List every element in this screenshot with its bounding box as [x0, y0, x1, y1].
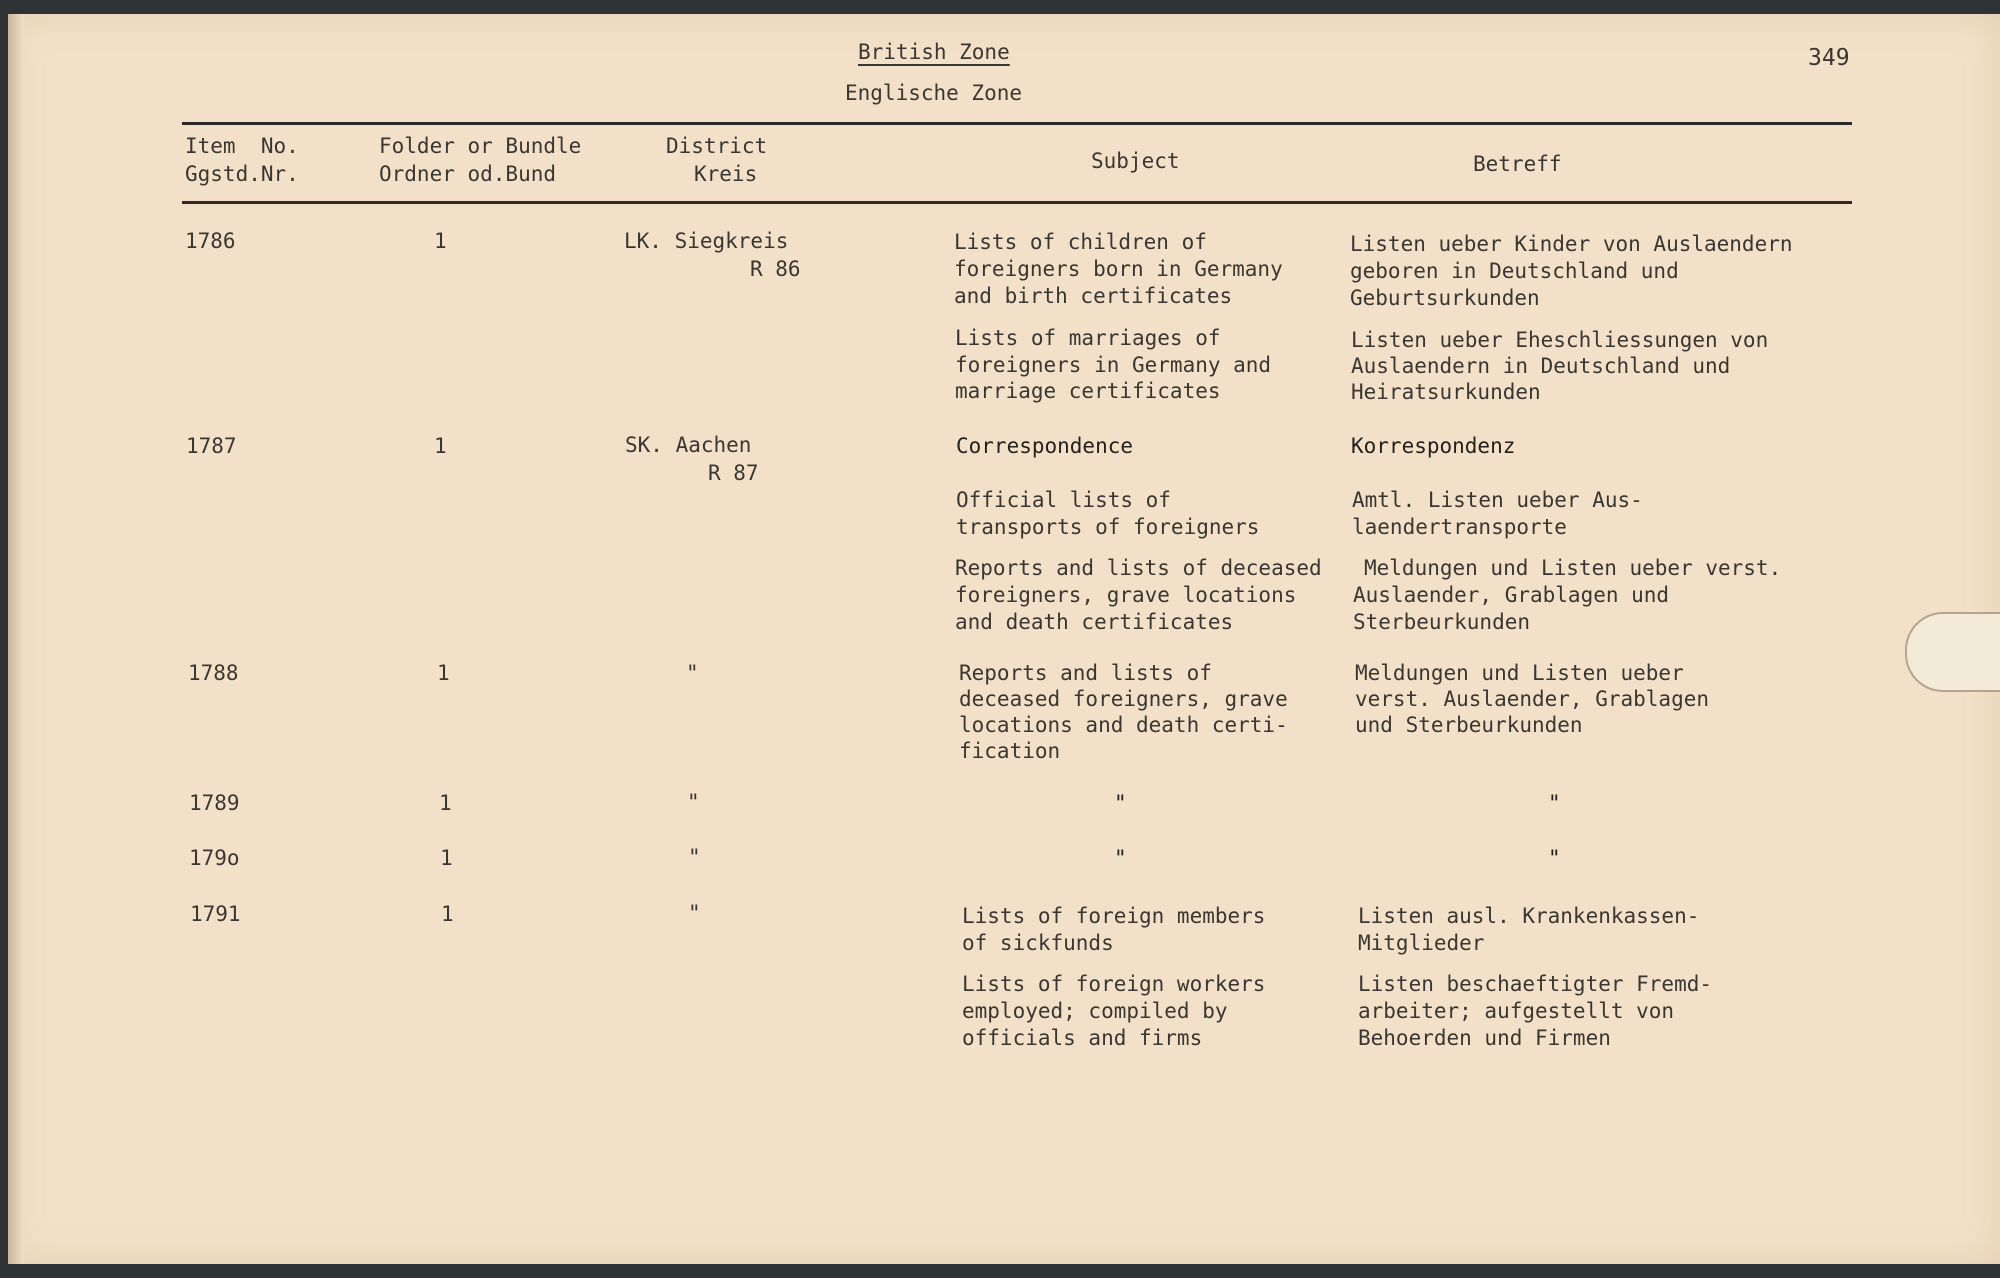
column-header-subject: Subject	[1091, 149, 1180, 173]
text-line: Listen ueber Kinder von Auslaendern	[1350, 232, 1793, 256]
text-line: Ordner od.Bund	[379, 162, 557, 186]
text-line: arbeiter; aufgestellt von	[1358, 999, 1675, 1023]
betreff-ditto: "	[1548, 791, 1561, 815]
text-line: Folder or Bundle	[379, 134, 582, 158]
text-line: verst. Auslaender, Grablagen	[1355, 687, 1710, 711]
text-line: geboren in Deutschland und	[1350, 259, 1679, 283]
text-line: of sickfunds	[962, 931, 1114, 955]
text-line: fication	[959, 739, 1061, 763]
header-top-rule	[182, 122, 1852, 125]
district-code: R 87	[708, 461, 759, 485]
text-line: Listen beschaeftigter Fremd-	[1358, 972, 1713, 996]
folder-count: 1	[437, 661, 450, 685]
text-line: foreigners, grave locations	[955, 583, 1297, 607]
text-line: Auslaender, Grablagen und	[1353, 583, 1670, 607]
index-tab	[1905, 612, 2000, 692]
text-line: deceased foreigners, grave	[959, 687, 1288, 711]
district-name: LK. Siegkreis	[624, 229, 789, 253]
text-line: locations and death certi-	[959, 713, 1288, 737]
text-line: Auslaendern in Deutschland und	[1351, 354, 1731, 378]
text-line: Listen ueber Eheschliessungen von	[1351, 328, 1769, 352]
folder-count: 1	[434, 229, 447, 253]
item-number: 1787	[186, 434, 237, 458]
text-line: Kreis	[694, 162, 758, 186]
text-line: Official lists of	[956, 488, 1171, 512]
folder-count: 1	[434, 434, 447, 458]
text-line: Listen ausl. Krankenkassen-	[1358, 904, 1700, 928]
text-line: and birth certificates	[954, 284, 1233, 308]
text-line: Lists of foreign workers	[962, 972, 1266, 996]
betreff-ditto: "	[1548, 846, 1561, 870]
text-line: Mitglieder	[1358, 931, 1485, 955]
item-number: 1788	[188, 661, 239, 685]
district-code: R 86	[750, 257, 801, 281]
text-line: Item No.	[185, 134, 299, 158]
text-line: foreigners born in Germany	[954, 257, 1283, 281]
text-line: Geburtsurkunden	[1350, 286, 1540, 310]
subject-ditto: "	[1114, 846, 1127, 870]
page-subtitle: Englische Zone	[845, 81, 1023, 105]
header-bottom-rule	[182, 201, 1852, 204]
text-line: Behoerden und Firmen	[1358, 1026, 1611, 1050]
betreff-entry: Korrespondenz	[1351, 434, 1516, 458]
column-header-betreff: Betreff	[1473, 152, 1562, 176]
item-number: 1786	[185, 229, 236, 253]
text-line: Sterbeurkunden	[1353, 610, 1531, 634]
text-line: employed; compiled by	[962, 999, 1228, 1023]
district-name: SK. Aachen	[625, 433, 752, 457]
text-line: Lists of foreign members	[962, 904, 1266, 928]
text-line: laendertransporte	[1352, 515, 1567, 539]
page-title: British Zone	[858, 40, 1010, 64]
folder-count: 1	[439, 791, 452, 815]
item-number: 1791	[190, 902, 241, 926]
text-line: Meldungen und Listen ueber	[1355, 661, 1684, 685]
item-number: 179o	[189, 846, 240, 870]
text-line: officials and firms	[962, 1026, 1203, 1050]
text-line: transports of foreigners	[956, 515, 1260, 539]
text-line: Amtl. Listen ueber Aus-	[1352, 488, 1643, 512]
text-line: marriage certificates	[955, 379, 1221, 403]
text-line: Meldungen und Listen ueber verst.	[1364, 556, 1782, 580]
text-line: Lists of marriages of	[955, 326, 1221, 350]
text-line: Reports and lists of	[959, 661, 1212, 685]
district-ditto: "	[688, 901, 701, 925]
text-line: foreigners in Germany and	[955, 353, 1272, 377]
text-line: und Sterbeurkunden	[1355, 713, 1583, 737]
subject-entry: Correspondence	[956, 434, 1134, 458]
text-line: District	[666, 134, 768, 158]
district-ditto: "	[688, 845, 701, 869]
folder-count: 1	[441, 902, 454, 926]
item-number: 1789	[189, 791, 240, 815]
district-ditto: "	[687, 790, 700, 814]
subject-ditto: "	[1114, 791, 1127, 815]
text-line: Ggstd.Nr.	[185, 162, 299, 186]
text-line: Lists of children of	[954, 230, 1207, 254]
text-line: Heiratsurkunden	[1351, 380, 1541, 404]
text-line: Reports and lists of deceased	[955, 556, 1322, 580]
folder-count: 1	[440, 846, 453, 870]
page-number: 349	[1808, 45, 1850, 71]
text-line: and death certificates	[955, 610, 1234, 634]
binding-spine	[8, 14, 24, 1264]
district-ditto: "	[686, 661, 699, 685]
